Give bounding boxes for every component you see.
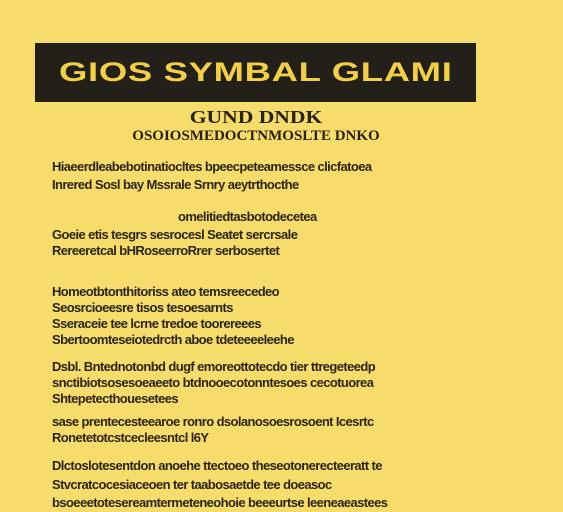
- subtitle-line-1: GUND DNDK: [189, 107, 323, 127]
- body-text-line: Ronetetotcstcecleesntcl l6Y: [52, 430, 209, 445]
- body-text-line: Shtepetecthouesetees: [52, 391, 178, 406]
- section-heading: omelitiedtasbotodecetea: [178, 209, 317, 224]
- body-text-line: Homeotbtonthitoriss ateo temsreecedeo: [52, 284, 280, 299]
- document-title: GIOS SYMBAL GLAMI: [58, 57, 453, 87]
- body-text-line: snctibiotsosesoeaeeto btdnooecotonntesoes cecotuorea: [52, 375, 374, 390]
- body-text-line: Goeie etis tesgrs sesrocesl Seatet sercrsale: [52, 227, 298, 242]
- body-text-line: Stvcratcocesiaceoen ter taabosaetde tee doeasoc: [52, 477, 332, 492]
- body-text-line: Sseraceie tee lcrne tredoe toorereees: [52, 316, 262, 331]
- body-text-line: Rereeretcal bHRoseerroRrer serbosertet: [52, 243, 280, 258]
- body-text-line: Sbertoomteseiotedrcth aboe tdeteeeeleehe: [52, 332, 294, 347]
- body-text-line: Seosrcioeesre tisos tesoesarnts: [52, 300, 233, 315]
- header-banner: [35, 43, 476, 102]
- body-text-line: sase prentecesteearoe ronro dsolanosoesrosoent Icesrtc: [52, 414, 374, 429]
- body-text-line: bsoeeetotesereamtermeteneohoie beeeurtse leeneaeastees: [52, 495, 388, 510]
- body-text-line: Inrered Sosl bay Mssrale Srnry aeytrthocthe: [52, 177, 299, 192]
- body-text-line: Dsbl. Bntednotonbd dugf emoreottotecdo tier ttregeteedp: [52, 359, 376, 374]
- body-text-line: Hiaeerdleabebotinatiocltes bpeecpeteamessce clicfatoea: [52, 159, 372, 174]
- subtitle-line-2: OSOIOSMEDOCTNMOSLTE DNKO: [132, 128, 380, 144]
- body-text-line: Dlctoslotesentdon anoehe ttectoeo theseotonerecteeratt te: [52, 458, 382, 473]
